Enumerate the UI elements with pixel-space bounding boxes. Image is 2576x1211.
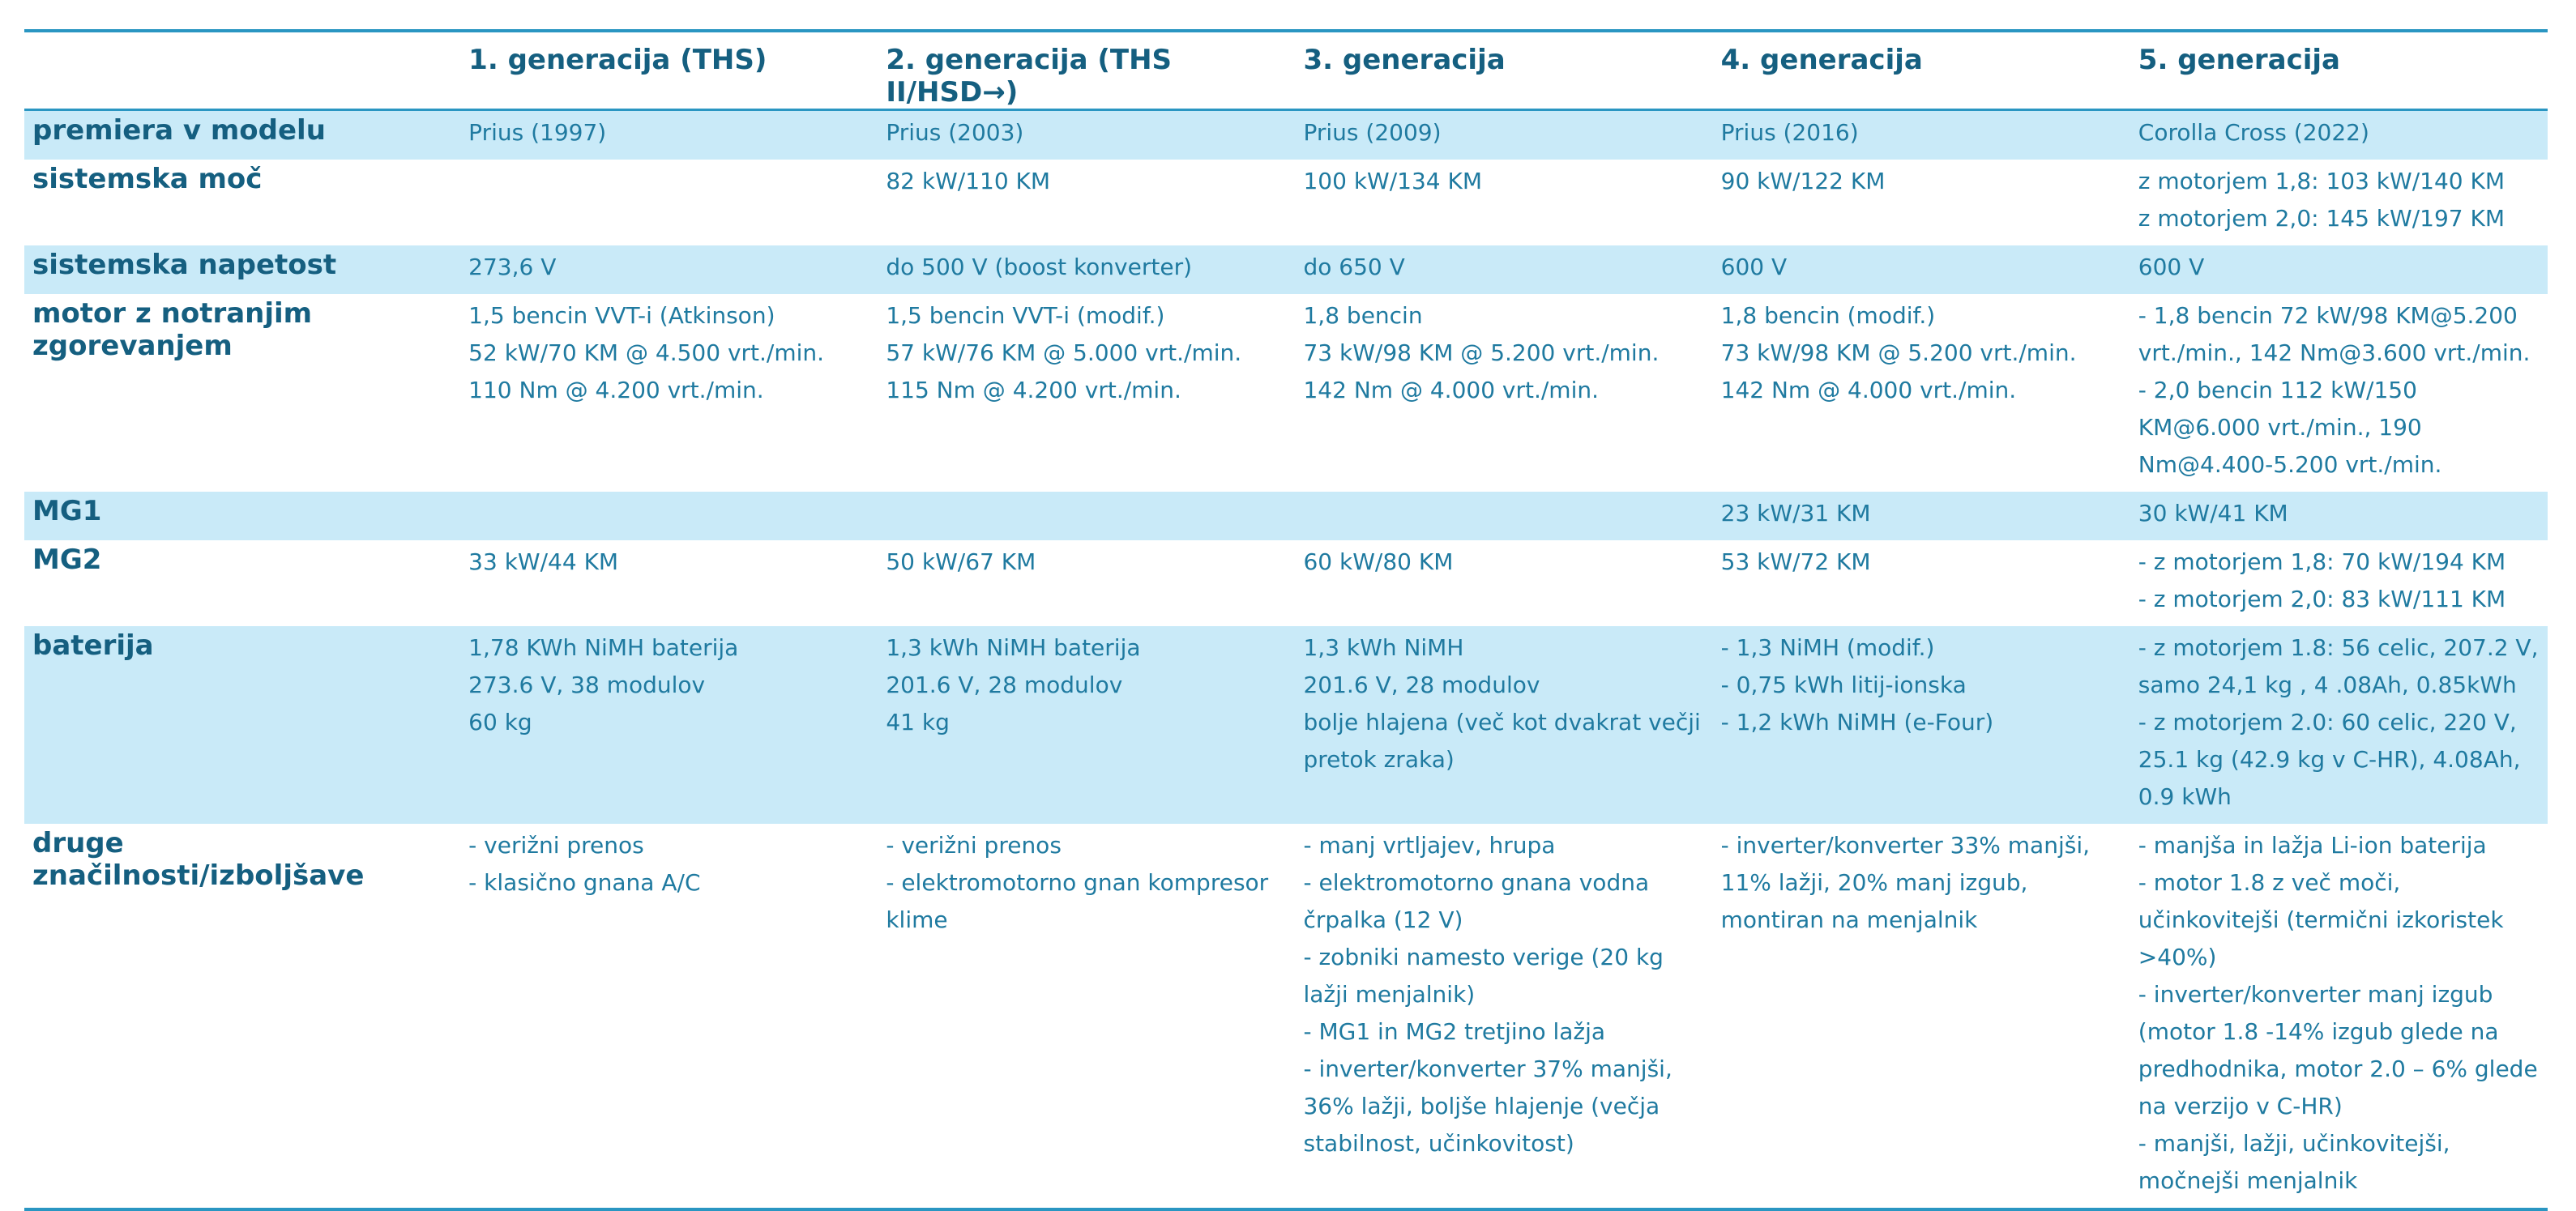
cell-gen1 [460,160,878,245]
cell-gen2 [878,160,1295,245]
cell-line: - manjši, lažji, učinkovitejši, močnejši menjalnik [2138,1130,2450,1194]
cell-gen5 [2130,160,2548,245]
row-druge-znacilnosti [24,824,2548,1209]
cell-line: z motorjem 1,8: 103 kW/140 KM [2138,168,2506,194]
cell-gen3 [1295,824,1712,1209]
cell-line: - 0,75 kWh litij-ionska [1720,672,1967,698]
header-gen3: 3. generacija [1295,31,1712,110]
cell-gen3 [1295,626,1712,824]
cell-line: 53 kW/72 KM [1720,548,1871,575]
cell-gen4 [1713,492,2130,540]
cell-line: 1,5 bencin VVT-i (Atkinson) [468,302,775,329]
cell-line: - motor 1.8 z več moči, učinkovitejši (termični izkoristek >40%) [2138,869,2504,970]
cell-line: 110 Nm @ 4.200 vrt./min. [468,377,764,403]
cell-line: 100 kW/134 KM [1303,168,1483,194]
row-label: motor z notranjim zgorevanjem [32,297,313,362]
cell-line: - inverter/konverter 37% manjši, 36% lažji, boljše hlajenje (večja stabilnost, učinkovitost) [1303,1055,1672,1157]
cell-line: - 1,2 kWh NiMH (e-Four) [1720,709,1994,736]
cell-gen4 [1713,540,2130,626]
cell-gen4 [1713,824,2130,1209]
cell-line: - z motorjem 2.0: 60 celic, 220 V, 25.1 kg (42.9 kg v C-HR), 4.08Ah, 0.9 kWh [2138,709,2521,810]
row-mg1 [24,492,2548,540]
row-label: druge značilnosti/izboljšave [32,827,365,892]
cell-line: 33 kW/44 KM [468,548,619,575]
cell-line: - verižni prenos [886,832,1062,859]
cell-line: 23 kW/31 KM [1720,500,1871,527]
hybrid-generations-table [24,29,2548,1211]
cell-line: 142 Nm @ 4.000 vrt./min. [1720,377,2017,403]
row-label: premiera v modelu [32,114,326,147]
cell-gen5 [2130,110,2548,160]
cell-line: Corolla Cross (2022) [2138,119,2369,146]
cell-line: - 1,3 NiMH (modif.) [1720,634,1935,661]
cell-line: 273.6 V, 38 modulov [468,672,706,698]
cell-line: - zobniki namesto verige (20 kg lažji menjalnik) [1303,944,1664,1008]
cell-gen4 [1713,626,2130,824]
header-corner [24,31,460,110]
cell-line: 201.6 V, 28 modulov [886,672,1123,698]
cell-line: 90 kW/122 KM [1720,168,1886,194]
cell-line: - manj vrtljajev, hrupa [1303,832,1556,859]
cell-line: do 500 V (boost konverter) [886,254,1192,280]
cell-gen3 [1295,110,1712,160]
table-body [24,110,2548,1210]
row-sistemska-napetost [24,245,2548,294]
cell-line: 50 kW/67 KM [886,548,1036,575]
cell-gen1 [460,245,878,294]
cell-gen5 [2130,540,2548,626]
cell-line: 30 kW/41 KM [2138,500,2288,527]
row-label: MG2 [32,544,102,576]
row-baterija [24,626,2548,824]
cell-line: 1,78 KWh NiMH baterija [468,634,739,661]
cell-gen3 [1295,492,1712,540]
cell-line: 73 kW/98 KM @ 5.200 vrt./min. [1720,339,2077,366]
cell-line: bolje hlajena (več kot dvakrat večji pretok zraka) [1303,709,1701,773]
header-row [24,31,2548,110]
cell-line: 115 Nm @ 4.200 vrt./min. [886,377,1181,403]
cell-gen5 [2130,294,2548,492]
header-gen4: 4. generacija [1713,31,2130,110]
cell-line: 142 Nm @ 4.000 vrt./min. [1303,377,1600,403]
cell-line: 41 kg [886,709,950,736]
hybrid-generations-table-wrapper [24,29,2548,1211]
cell-gen5 [2130,245,2548,294]
cell-gen2 [878,294,1295,492]
cell-line: Prius (1997) [468,119,607,146]
cell-gen1 [460,540,878,626]
row-label: MG1 [32,495,102,527]
cell-line: - z motorjem 1.8: 56 celic, 207.2 V, samo 24,1 kg , 4 .08Ah, 0.85kWh [2138,634,2539,698]
cell-line: z motorjem 2,0: 145 kW/197 KM [2138,205,2506,232]
cell-gen2 [878,110,1295,160]
cell-gen1 [460,824,878,1209]
cell-line: 82 kW/110 KM [886,168,1051,194]
row-premiera [24,110,2548,160]
cell-gen1 [460,626,878,824]
cell-line: 52 kW/70 KM @ 4.500 vrt./min. [468,339,825,366]
cell-gen1 [460,110,878,160]
cell-line: 1,8 bencin [1303,302,1423,329]
cell-line: 1,3 kWh NiMH baterija [886,634,1141,661]
cell-line: - inverter/konverter 33% manjši, 11% lažji, 20% manj izgub, montiran na menjalnik [1720,832,2091,933]
cell-line: - verižni prenos [468,832,644,859]
cell-line: - klasično gnana A/C [468,869,701,896]
cell-line: Prius (2003) [886,119,1024,146]
cell-gen4 [1713,294,2130,492]
cell-gen5 [2130,492,2548,540]
cell-gen4 [1713,245,2130,294]
header-gen1: 1. generacija (THS) [460,31,878,110]
cell-line: 201.6 V, 28 modulov [1303,672,1540,698]
cell-line: do 650 V [1303,254,1405,280]
cell-line: - MG1 in MG2 tretjino lažja [1303,1018,1606,1045]
cell-line: Prius (2016) [1720,119,1859,146]
cell-gen2 [878,245,1295,294]
cell-line: - elektromotorno gnan kompresor klime [886,869,1269,933]
row-label: sistemska moč [32,163,263,195]
cell-line: 1,3 kWh NiMH [1303,634,1464,661]
header-gen5: 5. generacija [2130,31,2548,110]
row-label: sistemska napetost [32,249,337,281]
row-label: baterija [32,629,154,662]
cell-gen3 [1295,160,1712,245]
cell-line: 1,5 bencin VVT-i (modif.) [886,302,1165,329]
cell-line: 73 kW/98 KM @ 5.200 vrt./min. [1303,339,1660,366]
header-gen2: 2. generacija (THS II/HSD→) [878,31,1295,110]
cell-line: - z motorjem 1,8: 70 kW/194 KM [2138,548,2506,575]
cell-gen3 [1295,294,1712,492]
cell-line: - z motorjem 2,0: 83 kW/111 KM [2138,586,2506,612]
cell-gen5 [2130,626,2548,824]
cell-gen3 [1295,540,1712,626]
cell-gen2 [878,626,1295,824]
cell-gen3 [1295,245,1712,294]
cell-gen2 [878,492,1295,540]
cell-gen5 [2130,824,2548,1209]
cell-line: 60 kW/80 KM [1303,548,1454,575]
cell-gen2 [878,540,1295,626]
cell-gen2 [878,824,1295,1209]
cell-line: 273,6 V [468,254,557,280]
cell-line: Prius (2009) [1303,119,1442,146]
row-sistemska-moc [24,160,2548,245]
cell-line: 57 kW/76 KM @ 5.000 vrt./min. [886,339,1242,366]
cell-line: 1,8 bencin (modif.) [1720,302,1936,329]
cell-gen4 [1713,110,2130,160]
cell-line: 60 kg [468,709,532,736]
row-mg2 [24,540,2548,626]
cell-line: - 2,0 bencin 112 kW/150 KM@6.000 vrt./min., 190 Nm@4.400-5.200 vrt./min. [2138,377,2442,478]
cell-line: - 1,8 bencin 72 kW/98 KM@5.200 vrt./min., 142 Nm@3.600 vrt./min. [2138,302,2531,366]
cell-gen1 [460,294,878,492]
row-motor-zgorevanje [24,294,2548,492]
cell-line: 600 V [2138,254,2205,280]
cell-line: - manjša in lažja Li-ion baterija [2138,832,2487,859]
cell-line: - inverter/konverter manj izgub (motor 1.8 -14% izgub glede na predhodnika, motor 2.0 – 6% glede na verzijo v C-HR) [2138,981,2538,1119]
table-header [24,31,2548,110]
cell-gen1 [460,492,878,540]
cell-line: 600 V [1720,254,1788,280]
cell-gen4 [1713,160,2130,245]
cell-line: - elektromotorno gnana vodna črpalka (12 V) [1303,869,1650,933]
